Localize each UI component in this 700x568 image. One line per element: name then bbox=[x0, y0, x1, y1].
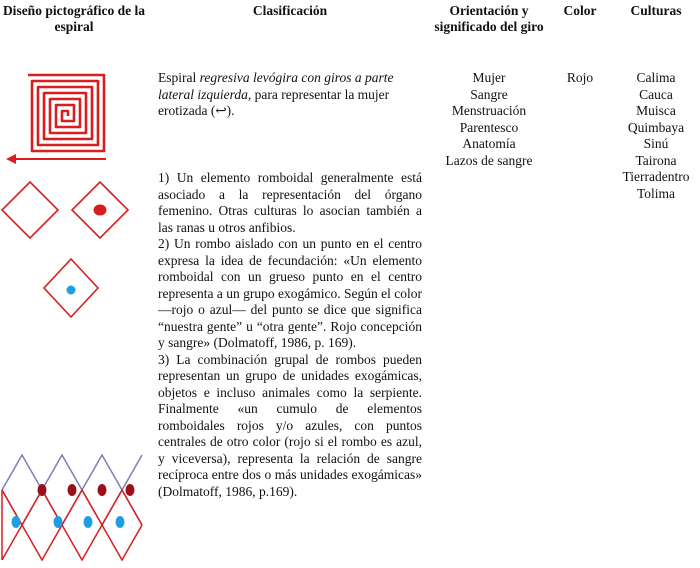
classification-intro bbox=[158, 70, 422, 120]
header-classification: Clasificación bbox=[252, 3, 328, 18]
header-design: Diseño pictográfico de la espiral bbox=[2, 3, 146, 34]
point-1: 1) Un elemento romboidal generalmente está asociado a la representación del órgano femenino. Otras culturas lo asocian también a las ranas u otros anfibios. bbox=[158, 170, 422, 235]
orientation-item: Mujer bbox=[472, 70, 506, 85]
color-value: Rojo bbox=[566, 70, 594, 85]
classification-points bbox=[158, 170, 422, 500]
header-orientation: Orientación y significado del giro bbox=[434, 3, 544, 34]
rhombus-grid-icon bbox=[2, 455, 142, 560]
orientation-item: Menstruación bbox=[451, 103, 527, 118]
left-arrow-icon bbox=[6, 154, 106, 164]
culture-item: Sinú bbox=[643, 136, 669, 151]
culture-item: Quimbaya bbox=[627, 119, 685, 135]
intro-prefix: Espiral bbox=[158, 70, 200, 85]
culture-item: Muisca bbox=[636, 103, 676, 118]
intro-suffix: para representar la mujer erotizada (↩). bbox=[158, 86, 390, 118]
culture-item: Cauca bbox=[639, 86, 673, 102]
rhombus-dot-icon bbox=[44, 259, 98, 317]
rhombus-pair-icon bbox=[2, 182, 128, 238]
orientation-item: Lazos de sangre bbox=[445, 152, 533, 168]
point-2: 2) Un rombo aislado con un punto en el centro expresa la idea de fecundación: «Un elemento romboidal con un grueso punto en el centro representa a un grupo exogámico. Según el color —rojo o azul— del punto se dice que significa “nuestra gente” u “otra gente”. Rojo concepción y sangre» (Dolmatoff, 1986, p. 169). bbox=[158, 236, 422, 350]
intro-italic: regresiva levógira con giros a parte lateral izquierda, bbox=[158, 70, 394, 102]
header-cultures: Culturas bbox=[630, 3, 682, 18]
header-color: Color bbox=[563, 3, 597, 18]
orientation-item: Anatomía bbox=[462, 136, 516, 151]
pictographic-designs bbox=[0, 0, 150, 568]
culture-item: Tairona bbox=[635, 152, 677, 168]
culture-item: Tierradentro bbox=[622, 169, 690, 184]
orientation-item: Sangre bbox=[470, 86, 508, 102]
orientation-list bbox=[428, 70, 550, 169]
orientation-item: Parentesco bbox=[459, 119, 519, 135]
point-3: 3) La combinación grupal de rombos pueden representan un grupo de unidades exogámicas, objetos e incluso animales como la serpiente. Finalmente «un cumulo de elementos romboidales rojos y/o azules, con puntos centrales de otro color (rojo si el rombo es azul, y viceversa), representa la relación de sangre recíproca entre dos o más unidades exogámicas» (Dolmatoff, 1986, p.169). bbox=[158, 351, 422, 499]
cultures-list bbox=[612, 70, 700, 202]
culture-item: Calima bbox=[636, 70, 676, 85]
culture-item: Tolima bbox=[636, 185, 676, 201]
spiral-icon bbox=[28, 75, 104, 151]
